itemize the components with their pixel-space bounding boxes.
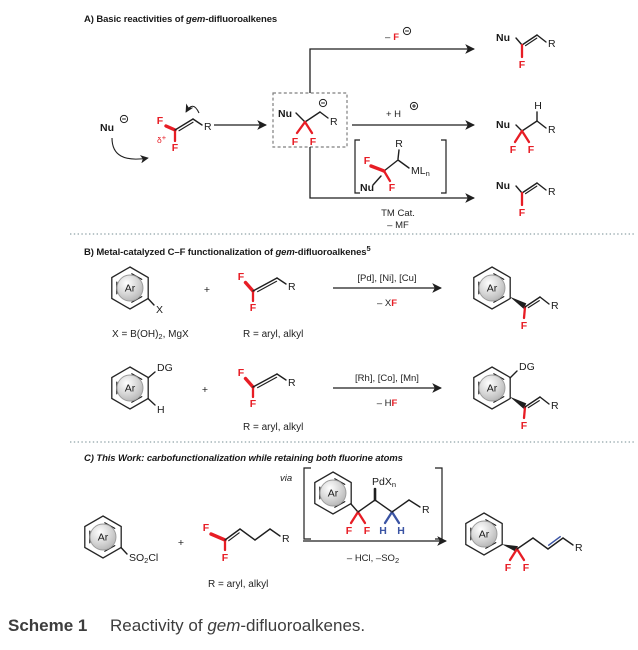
fluorine-label: F <box>388 182 396 194</box>
byproduct-label: – HF <box>376 398 398 409</box>
bond <box>510 549 517 560</box>
fluorine-label: F <box>504 562 512 574</box>
wedge-bond <box>510 397 527 409</box>
section-a-title: A) Basic reactivities of gem-difluoroalkenes <box>84 14 278 25</box>
hydrogen-label: H <box>379 525 387 537</box>
r-group-label: R <box>288 377 296 389</box>
aryl-halide-reactant <box>112 267 163 316</box>
fluorine-label: F <box>309 136 317 148</box>
wedge-bond <box>510 297 527 309</box>
aryl-label: Ar <box>327 487 339 500</box>
bond <box>166 126 175 130</box>
r-group-label: R <box>282 533 290 545</box>
r-group-label: R <box>548 186 556 198</box>
sulfonyl-chloride-reactant <box>85 516 158 565</box>
minus-fluoride-label: – F <box>385 32 400 43</box>
bond <box>537 121 546 128</box>
plus-charge-icon <box>410 102 417 109</box>
r-definition-label: R = aryl, alkyl <box>208 579 269 590</box>
bond <box>510 371 517 378</box>
bond <box>148 399 155 406</box>
bond <box>148 372 155 378</box>
r-group-label: R <box>204 121 212 133</box>
difluoroalkene-b2 <box>238 367 296 410</box>
bond <box>305 112 320 122</box>
difluoroalkene-skeleton <box>246 374 287 397</box>
section-c <box>84 453 583 590</box>
bond <box>320 112 328 118</box>
bond <box>385 512 392 523</box>
bond <box>121 548 127 555</box>
bond <box>516 186 522 193</box>
bond <box>384 171 390 181</box>
bond <box>516 125 522 131</box>
bond <box>375 500 392 512</box>
hydrogen-label: H <box>157 404 165 416</box>
bond <box>522 131 529 142</box>
fluorine-label: F <box>520 420 528 432</box>
fluorine-label: F <box>202 522 210 534</box>
fluorine-label: F <box>221 552 229 564</box>
bond <box>193 119 202 125</box>
byproducts-label: – HCl, $-SO_2$ <box>346 553 400 565</box>
bond <box>522 121 537 131</box>
fluorine-label: F <box>520 320 528 332</box>
arene-dg-reactant <box>112 362 173 416</box>
delta-plus-label: δ+ <box>157 133 167 145</box>
bond <box>524 407 525 418</box>
fluorine-label: F <box>527 144 535 156</box>
r-definition-label: R = aryl, alkyl <box>243 329 304 340</box>
r-group-label: R <box>551 400 559 412</box>
catalysts-label: [Pd], [Ni], [Cu] <box>357 273 417 284</box>
palladium-label: PdXn <box>372 476 397 489</box>
difluoroalkene-skeleton <box>246 278 287 301</box>
bond <box>255 529 270 540</box>
difluoroalkene-b1 <box>238 271 296 314</box>
bond <box>537 35 546 42</box>
bond <box>398 150 399 159</box>
fluorine-label: F <box>237 367 245 379</box>
caption <box>8 616 365 635</box>
bond <box>384 160 398 171</box>
bond <box>537 183 546 190</box>
bond <box>524 307 525 318</box>
bond <box>305 122 312 133</box>
bond <box>351 504 358 512</box>
fluorine-label: F <box>249 398 257 410</box>
bond <box>297 122 305 133</box>
x-substituent-label: X <box>156 304 164 316</box>
r-group-label: R <box>548 38 556 50</box>
bond <box>373 176 381 185</box>
fluorine-label: F <box>518 59 526 71</box>
bond <box>516 38 522 45</box>
r-group-label: R <box>422 504 430 516</box>
aryl-label: Ar <box>478 528 490 541</box>
minus-charge-icon <box>403 27 410 34</box>
bond <box>392 512 399 523</box>
r-group-label: R <box>330 116 338 128</box>
nucleophile-label: Nu <box>496 32 510 44</box>
sulfonyl-chloride-label: SO2Cl <box>129 552 159 565</box>
r-definition-label: R = aryl, alkyl <box>243 422 304 433</box>
left-bracket-icon <box>304 468 311 539</box>
fluorine-label: F <box>345 525 353 537</box>
minus-charge-icon <box>319 99 326 106</box>
product-vinyl-fluoride-bottom <box>496 180 556 219</box>
fluorine-label: F <box>291 136 299 148</box>
curved-attack-arrow-icon <box>112 138 148 159</box>
bond <box>517 538 533 549</box>
r-group-label: R <box>288 281 296 293</box>
fluorine-label: F <box>363 155 371 167</box>
plus-sign: + <box>177 537 185 549</box>
nucleophile-label: Nu <box>278 108 292 120</box>
scheme-caption-text: Reactivity of gem-difluoroalkenes. <box>110 616 366 635</box>
bond <box>351 512 358 523</box>
palladium-intermediate <box>304 468 442 539</box>
bond <box>371 166 384 171</box>
difluoro-homoallyl-reactant <box>203 522 290 564</box>
difluoro-allyl-product <box>466 513 583 574</box>
via-label: via <box>280 473 293 484</box>
section-b <box>84 244 559 433</box>
minus-mf-label: – MF <box>387 220 409 231</box>
aryl-label: Ar <box>97 531 109 544</box>
bond <box>515 131 522 142</box>
branch-arrow-top <box>310 49 474 93</box>
nucleophile-label: Nu <box>360 182 374 194</box>
bond <box>398 160 409 168</box>
nucleophile-label: Nu <box>496 119 510 131</box>
bond <box>409 500 420 507</box>
product-difluoroalkane-middle <box>496 100 556 156</box>
r-group-label: R <box>551 300 559 312</box>
directing-group-label: DG <box>157 362 173 374</box>
r-group-label: R <box>548 124 556 136</box>
fluorine-label: F <box>249 302 257 314</box>
hydrogen-label: H <box>397 525 405 537</box>
bond <box>296 113 305 122</box>
aryl-vinyl-fluoride-product-2 <box>474 361 559 432</box>
bond <box>540 397 549 404</box>
product-vinyl-fluoride-top <box>496 32 556 71</box>
x-definition-label: $X = B(OH)_2$, MgX <box>112 329 189 341</box>
byproduct-label: – XF <box>376 298 398 309</box>
fluorine-label: F <box>522 562 530 574</box>
right-bracket-icon <box>441 140 446 193</box>
plus-sign: + <box>203 284 211 296</box>
bond <box>540 297 549 304</box>
section-b-title: B) Metal-catalyzed C–F functionalization of gem-difluoroalkenes$^5$ <box>84 244 371 258</box>
fluorine-label: F <box>237 271 245 283</box>
carbanion-intermediate <box>273 93 347 148</box>
bond <box>533 538 548 549</box>
aryl-label: Ar <box>124 382 136 395</box>
metal-intermediate <box>355 138 446 194</box>
aryl-label: Ar <box>124 282 136 295</box>
bond <box>358 500 375 512</box>
fluorine-label: F <box>156 115 164 127</box>
metal-ligand-label: MLn <box>411 165 430 178</box>
scheme-number-label: Scheme 1 <box>8 616 88 635</box>
bond <box>148 299 154 306</box>
bond <box>517 549 524 560</box>
section-c-title: C) This Work: carbofunctionalization while retaining both fluorine atoms <box>84 453 403 464</box>
nucleophile-label: Nu <box>100 122 114 134</box>
plus-proton-label: + H <box>386 109 402 120</box>
directing-group-label: DG <box>519 361 535 373</box>
bond <box>358 512 365 523</box>
fluorine-label: F <box>509 144 517 156</box>
plus-sign: + <box>201 384 209 396</box>
r-group-label: R <box>395 138 403 150</box>
right-bracket-icon <box>435 468 442 539</box>
fluorine-label: F <box>171 142 179 154</box>
bond <box>392 500 409 512</box>
bond <box>211 534 225 540</box>
fluorine-label: F <box>363 525 371 537</box>
aryl-vinyl-fluoride-product-1 <box>474 267 559 332</box>
aryl-label: Ar <box>486 382 498 395</box>
aryl-label: Ar <box>486 282 498 295</box>
r-group-label: R <box>575 542 583 554</box>
minus-charge-icon <box>120 115 127 122</box>
bond <box>240 529 255 540</box>
hydrogen-label: H <box>534 100 542 112</box>
nucleophile-label: Nu <box>496 180 510 192</box>
tm-catalyst-label: TM Cat. <box>381 208 415 219</box>
section-a <box>84 14 556 231</box>
bond <box>270 529 280 536</box>
bond <box>563 538 573 545</box>
catalysts-label: [Rh], [Co], [Mn] <box>355 373 419 384</box>
difluoroalkene-reactant <box>100 106 212 159</box>
curved-electron-arrow-icon <box>186 106 199 113</box>
fluorine-label: F <box>518 207 526 219</box>
